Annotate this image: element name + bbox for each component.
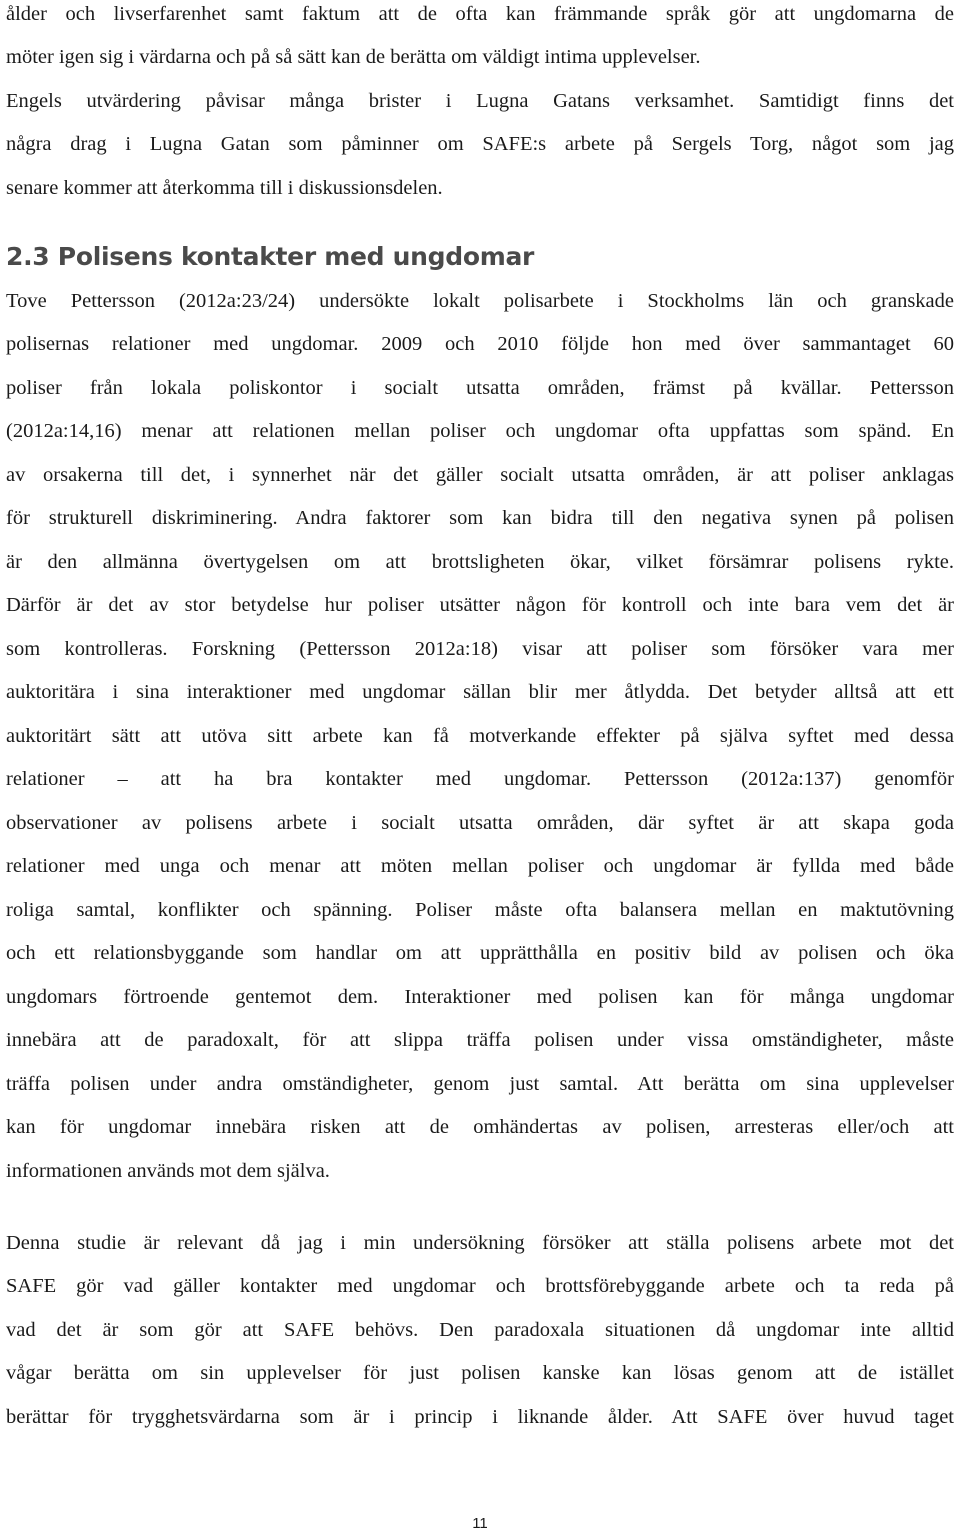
text-line: vad det är som gör att SAFE behövs. Den paradoxala situationen då ungdomar inte alltid: [6, 1319, 954, 1341]
text-line: observationer av polisens arbete i socialt utsatta områden, där syftet är att skapa goda: [6, 812, 954, 834]
text-line: är den allmänna övertygelsen om att brottsligheten ökar, vilket försämrar polisens rykte.: [6, 551, 954, 573]
text-line: några drag i Lugna Gatan som påminner om SAFE:s arbete på Sergels Torg, något som jag: [6, 133, 954, 155]
page-number: 11: [472, 1515, 488, 1532]
text-line: berättar för trygghetsvärdarna som är i princip i liknande ålder. Att SAFE över huvud taget: [6, 1406, 954, 1428]
text-line: ålder och livserfarenhet samt faktum att de ofta kan främmande språk gör att ungdomarna de: [6, 3, 954, 25]
text-line: informationen används mot dem själva.: [6, 1160, 330, 1182]
text-line: SAFE gör vad gäller kontakter med ungdomar och brottsförebyggande arbete och ta reda på: [6, 1275, 954, 1297]
text-line: som kontrolleras. Forskning (Pettersson 2012a:18) visar att poliser som försöker vara mer: [6, 638, 954, 660]
text-line: (2012a:14,16) menar att relationen mellan poliser och ungdomar ofta uppfattas som spänd. En: [6, 420, 954, 442]
text-line: roliga samtal, konflikter och spänning. Poliser måste ofta balansera mellan en maktutövning: [6, 899, 954, 921]
text-line: relationer – att ha bra kontakter med ungdomar. Pettersson (2012a:137) genomför: [6, 768, 954, 790]
text-line: Tove Pettersson (2012a:23/24) undersökte lokalt polisarbete i Stockholms län och granskade: [6, 290, 954, 312]
text-line: Engels utvärdering påvisar många brister i Lugna Gatans verksamhet. Samtidigt finns det: [6, 90, 954, 112]
text-line: Denna studie är relevant då jag i min undersökning försöker att ställa polisens arbete mot det: [6, 1232, 954, 1254]
text-line: innebära att de paradoxalt, för att slippa träffa polisen under vissa omständigheter, måste: [6, 1029, 954, 1051]
text-line: för strukturell diskriminering. Andra faktorer som kan bidra till den negativa synen på polisen: [6, 507, 954, 529]
text-line: poliser från lokala poliskontor i socialt utsatta områden, främst på kvällar. Pettersson: [6, 377, 954, 399]
text-line: vågar berätta om sin upplevelser för just polisen kanske kan lösas genom att de istället: [6, 1362, 954, 1384]
text-line: polisernas relationer med ungdomar. 2009 och 2010 följde hon med över sammantaget 60: [6, 333, 954, 355]
text-line: Därför är det av stor betydelse hur poliser utsätter någon för kontroll och inte bara vem det är: [6, 594, 954, 616]
text-line: auktoritära i sina interaktioner med ungdomar sällan blir mer åtlydda. Det betyder alltså att ett: [6, 681, 954, 703]
text-line: ungdomars förtroende gentemot dem. Interaktioner med polisen kan för många ungdomar: [6, 986, 954, 1008]
text-line: möter igen sig i värdarna och på så sätt kan de berätta om väldigt intima upplevelser.: [6, 46, 701, 68]
text-line: och ett relationsbyggande som handlar om att upprätthålla en positiv bild av polisen och öka: [6, 942, 954, 964]
text-line: kan för ungdomar innebära risken att de omhändertas av polisen, arresteras eller/och att: [6, 1116, 954, 1138]
section-heading: 2.3 Polisens kontakter med ungdomar: [6, 242, 535, 271]
text-line: relationer med unga och menar att möten mellan poliser och ungdomar är fyllda med både: [6, 855, 954, 877]
text-line: av orsakerna till det, i synnerhet när det gäller socialt utsatta områden, är att poliser anklagas: [6, 464, 954, 486]
text-line: auktoritärt sätt att utöva sitt arbete kan få motverkande effekter på själva syftet med dessa: [6, 725, 954, 747]
text-line: senare kommer att återkomma till i diskussionsdelen.: [6, 177, 443, 199]
text-line: träffa polisen under andra omständigheter, genom just samtal. Att berätta om sina upplevelser: [6, 1073, 954, 1095]
